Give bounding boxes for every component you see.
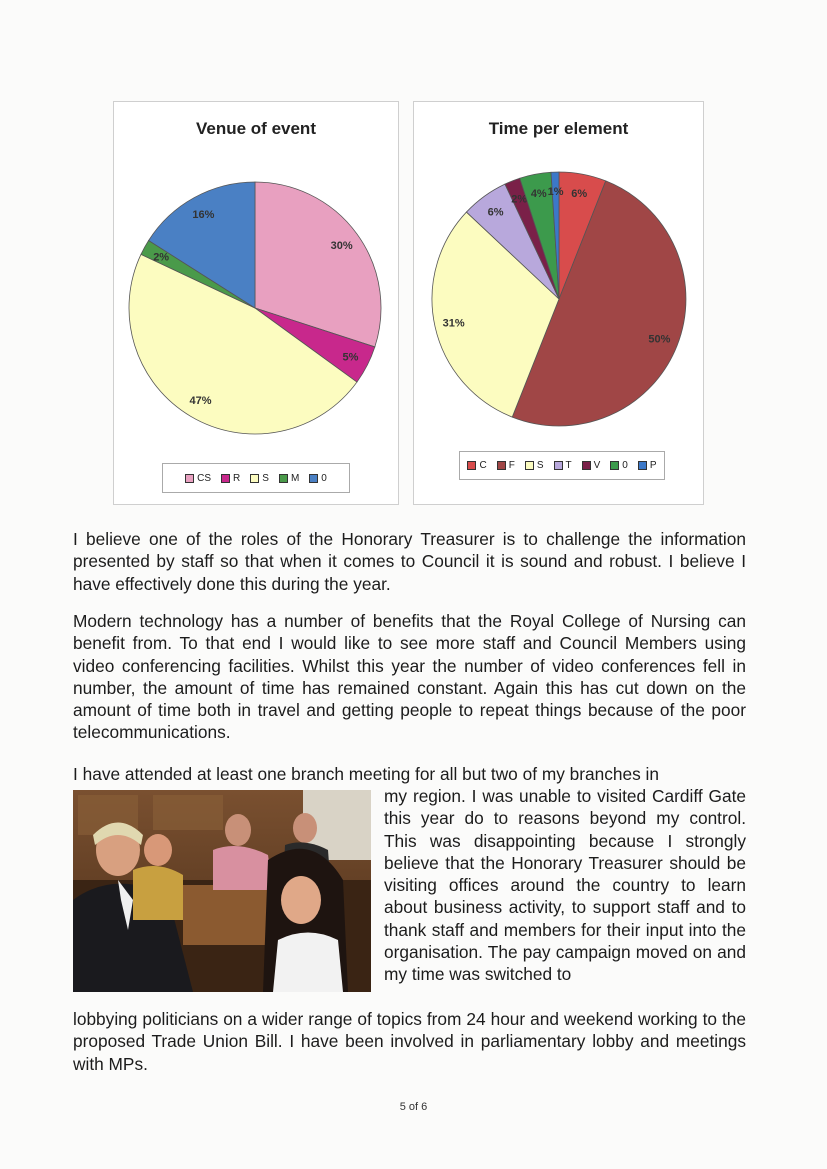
pie-label: 2% — [153, 251, 170, 264]
legend-item — [221, 473, 240, 484]
legend-item — [250, 473, 269, 484]
venue-chart — [113, 101, 399, 505]
paragraph: I have attended at least one branch meeting for all but two of my branches in — [73, 764, 659, 784]
pie-label: 4% — [530, 187, 547, 200]
chart-legend — [459, 451, 665, 480]
legend-label: S — [536, 460, 544, 471]
pie-label: 6% — [487, 206, 504, 219]
pie-label: 30% — [330, 240, 353, 253]
venue-pie-svg — [114, 102, 400, 506]
time-pie-svg — [414, 102, 705, 506]
legend-swatch — [221, 474, 230, 483]
legend-label: C — [479, 460, 487, 471]
legend-label: T — [565, 460, 572, 471]
page-number: 5 of 6 — [399, 1101, 428, 1113]
legend-item — [185, 473, 211, 484]
legend-label: 0 — [622, 460, 628, 471]
legend-label: F — [508, 460, 515, 471]
legend-swatch — [610, 461, 619, 470]
meeting-photo — [73, 790, 371, 992]
legend-swatch — [525, 461, 534, 470]
legend-label: P — [649, 460, 657, 471]
pie-label: 2% — [511, 193, 528, 206]
legend-label: 0 — [321, 472, 327, 484]
legend-swatch — [638, 461, 647, 470]
legend-swatch — [554, 461, 563, 470]
pie-label: 16% — [192, 209, 215, 222]
paragraph: Modern technology has a number of benefits that the Royal College of Nursing can benefit from. To that end I would like to see more staff and Council Members using video conferencing facilities. Whilst this year the number of video conferences fell in number, the amount of time has remained constant. Again this has cut down on the amount of time both in travel and getting people to repeat things because of the poor telecommunications. — [73, 611, 746, 743]
legend-label: M — [290, 472, 300, 484]
legend-item — [497, 460, 515, 471]
chart-legend — [162, 463, 350, 493]
paragraph: I believe one of the roles of the Honorary Treasurer is to challenge the information presented by staff so that when it comes to Council it is sound and robust. I believe I have effectively done this during the year. — [73, 529, 746, 594]
pie-label: 6% — [571, 187, 588, 200]
legend-swatch — [467, 461, 476, 470]
paragraph: lobbying politicians on a wider range of topics from 24 hour and weekend working to the proposed Trade Union Bill. I have been involved in parliamentary lobby and meetings with MPs. — [73, 1009, 746, 1074]
paragraph: my region. I was unable to visited Cardiff Gate this year do to reasons beyond my control. This was disappointing because I strongly believe that the Honorary Treasurer should be visiting offices around the country to learn about business activity, to support staff and to thank staff and members for their input into the organisation. The pay campaign moved on and my time was switched to — [384, 786, 746, 985]
pie-label: 47% — [189, 395, 212, 408]
chart-title: Venue of event — [196, 119, 316, 138]
legend-swatch — [279, 474, 288, 483]
legend-swatch — [250, 474, 259, 483]
legend-item — [554, 460, 572, 471]
legend-swatch — [582, 461, 591, 470]
legend-item — [309, 473, 327, 484]
legend-item — [638, 460, 657, 471]
chart-title: Time per element — [488, 119, 629, 138]
legend-label: CS — [197, 472, 212, 484]
legend-label: S — [262, 472, 269, 484]
time-chart — [413, 101, 704, 505]
legend-swatch — [185, 474, 194, 483]
pie-label: 50% — [648, 333, 671, 346]
legend-item — [467, 460, 486, 471]
legend-item — [582, 460, 601, 471]
legend-item — [610, 460, 628, 471]
pie-label: 1% — [547, 186, 564, 199]
legend-item — [525, 460, 544, 471]
legend-swatch — [309, 474, 318, 483]
legend-label: R — [233, 472, 241, 484]
legend-item — [279, 473, 299, 484]
legend-label: V — [593, 460, 601, 471]
pie-label: 5% — [342, 351, 359, 364]
pie-label: 31% — [442, 317, 465, 330]
legend-swatch — [497, 461, 506, 470]
